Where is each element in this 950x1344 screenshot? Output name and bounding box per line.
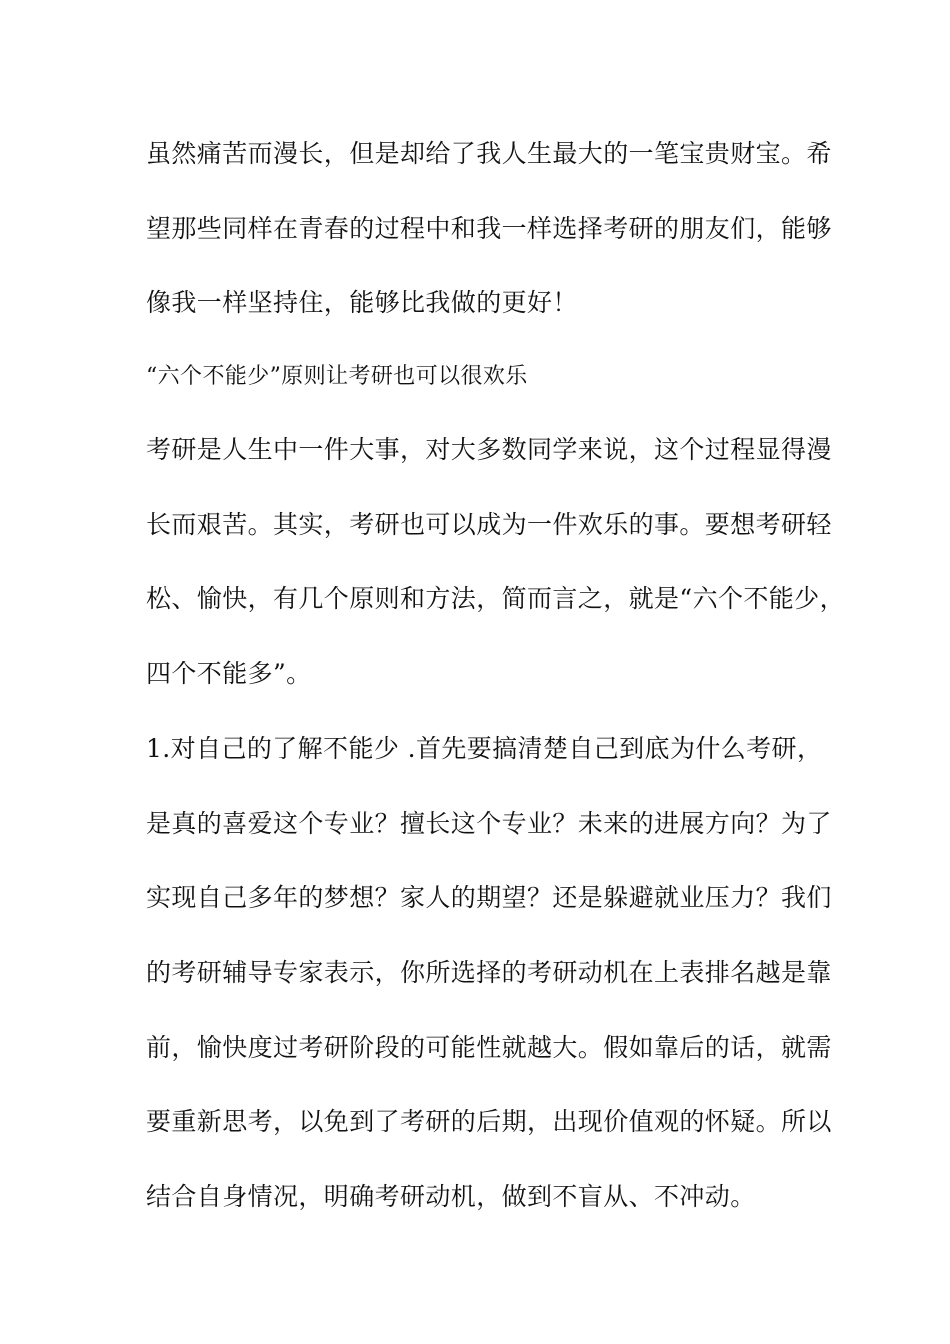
paragraph-line: 松、愉快，有几个原则和方法，简而言之，就是“六个不能少， bbox=[146, 584, 845, 613]
paragraph-line: 望那些同样在青春的过程中和我一样选择考研的朋友们，能够 bbox=[146, 214, 832, 243]
paragraph-line: 结合自身情况，明确考研动机，做到不盲从、不冲动。 bbox=[146, 1182, 756, 1211]
paragraph-line: 的考研辅导专家表示，你所选择的考研动机在上表排名越是靠 bbox=[146, 958, 832, 987]
paragraph-line: 要重新思考，以免到了考研的后期，出现价值观的怀疑。所以 bbox=[146, 1107, 832, 1136]
list-item-line: 1.对自己的了解不能少 .首先要搞清楚自己到底为什么考研， bbox=[146, 734, 823, 763]
paragraph-line: 考研是人生中一件大事，对大多数同学来说，这个过程显得漫 bbox=[146, 435, 832, 464]
paragraph-line: 是真的喜爱这个专业？擅长这个专业？未来的进展方向？为了 bbox=[146, 809, 832, 838]
paragraph-line: 四个不能多”。 bbox=[146, 659, 312, 688]
section-heading: “六个不能少”原则让考研也可以很欢乐 bbox=[146, 364, 528, 389]
paragraph-line: 实现自己多年的梦想？家人的期望？还是躲避就业压力？我们 bbox=[146, 883, 832, 912]
paragraph-line: 长而艰苦。其实，考研也可以成为一件欢乐的事。要想考研轻 bbox=[146, 510, 832, 539]
paragraph-line: 前，愉快度过考研阶段的可能性就越大。假如靠后的话，就需 bbox=[146, 1033, 832, 1062]
paragraph-line: 虽然痛苦而漫长，但是却给了我人生最大的一笔宝贵财宝。希 bbox=[146, 139, 832, 168]
paragraph-line: 像我一样坚持住，能够比我做的更好！ bbox=[146, 288, 578, 317]
